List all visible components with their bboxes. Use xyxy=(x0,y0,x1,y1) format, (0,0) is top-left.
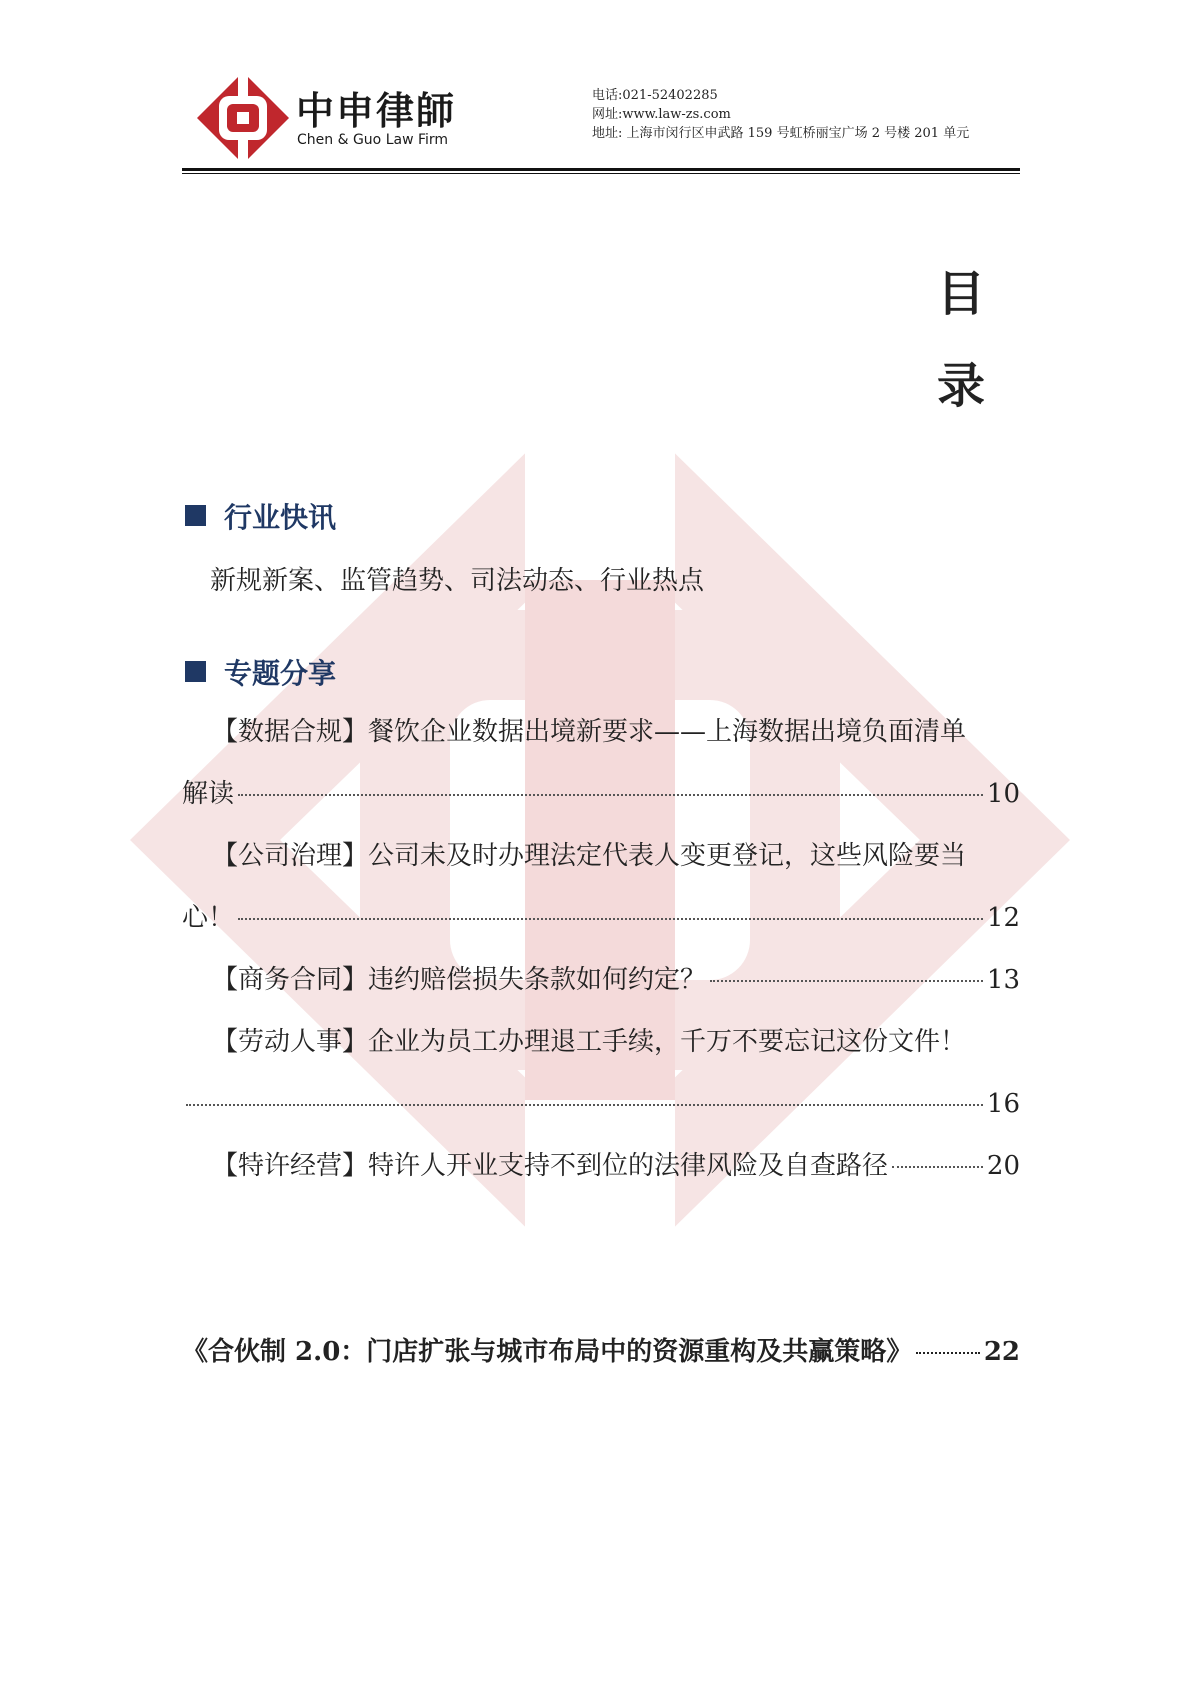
page-number: 22 xyxy=(983,1337,1020,1367)
page-number: 20 xyxy=(986,1151,1020,1181)
page-number: 10 xyxy=(986,779,1020,809)
section-title: 行业快讯 xyxy=(224,501,337,534)
toc-entry-text: 【劳动人事】企业为员工办理退工手续，千万不要忘记这份文件！ xyxy=(212,1027,967,1057)
dot-leader xyxy=(892,1166,983,1168)
toc-entry-text: 【商务合同】违约赔偿损失条款如何约定？ xyxy=(212,965,707,995)
page-number: 12 xyxy=(986,903,1020,933)
letterhead xyxy=(182,64,1020,174)
toc-entry-text: 【数据合规】餐饮企业数据出境新要求——上海数据出境负面清单 xyxy=(212,717,967,747)
section-title: 专题分享 xyxy=(224,657,337,690)
section-subtitle: 新规新案、监管趋势、司法动态、行业热点 xyxy=(210,566,705,596)
toc-entry-2-line-1[interactable] xyxy=(182,836,1020,876)
toc-entry-5[interactable] xyxy=(182,1146,1020,1186)
toc-entry-4-line-1[interactable] xyxy=(182,1022,1020,1062)
law-firm-logo-icon xyxy=(197,72,289,164)
toc-entry-text: 解读 xyxy=(182,779,235,809)
logo-chinese-name: 中申律師 xyxy=(296,88,457,133)
toc-title-char-2: 录 xyxy=(936,358,985,414)
toc-entry-4-line-2[interactable] xyxy=(182,1084,1020,1124)
section-heading-topic-sharing xyxy=(185,652,336,692)
toc-title xyxy=(936,248,986,432)
toc-entry-text: 【特许经营】特许人开业支持不到位的法律风险及自查路径 xyxy=(212,1151,889,1181)
section-heading-industry-news xyxy=(185,496,336,536)
header-rule-thick xyxy=(182,168,1020,171)
dot-leader xyxy=(186,1104,983,1106)
page-number: 16 xyxy=(986,1089,1020,1119)
toc-entry-2-line-2[interactable] xyxy=(182,898,1020,938)
toc-entry-1-line-1[interactable] xyxy=(182,712,1020,752)
toc-entry-text: 《合伙制 2.0：门店扩张与城市布局中的资源重构及共赢策略》 xyxy=(182,1337,913,1367)
square-bullet-icon xyxy=(185,505,206,526)
toc-entry-text: 心！ xyxy=(182,903,235,933)
logo-english-name: Chen & Guo Law Firm xyxy=(297,132,449,148)
page-number: 13 xyxy=(986,965,1020,995)
dot-leader xyxy=(916,1352,980,1354)
dot-leader xyxy=(238,794,983,796)
dot-leader xyxy=(710,980,983,982)
toc-entry-1-line-2[interactable] xyxy=(182,774,1020,814)
toc-entry-3[interactable] xyxy=(182,960,1020,1000)
square-bullet-icon xyxy=(185,661,206,682)
toc-entry-text: 【公司治理】公司未及时办理法定代表人变更登记，这些风险要当 xyxy=(212,841,967,871)
header-rule-thin xyxy=(182,173,1020,174)
contact-info xyxy=(592,86,969,143)
phone-text: 电话:021-52402285 xyxy=(592,88,718,103)
dot-leader xyxy=(238,918,983,920)
website-text: 网址:www.law-zs.com xyxy=(592,107,731,122)
address-text: 地址: 上海市闵行区申武路 159 号虹桥丽宝广场 2 号楼 201 单元 xyxy=(592,126,970,141)
toc-entry-special[interactable] xyxy=(182,1332,1020,1372)
toc-title-char-1: 目 xyxy=(936,266,985,322)
